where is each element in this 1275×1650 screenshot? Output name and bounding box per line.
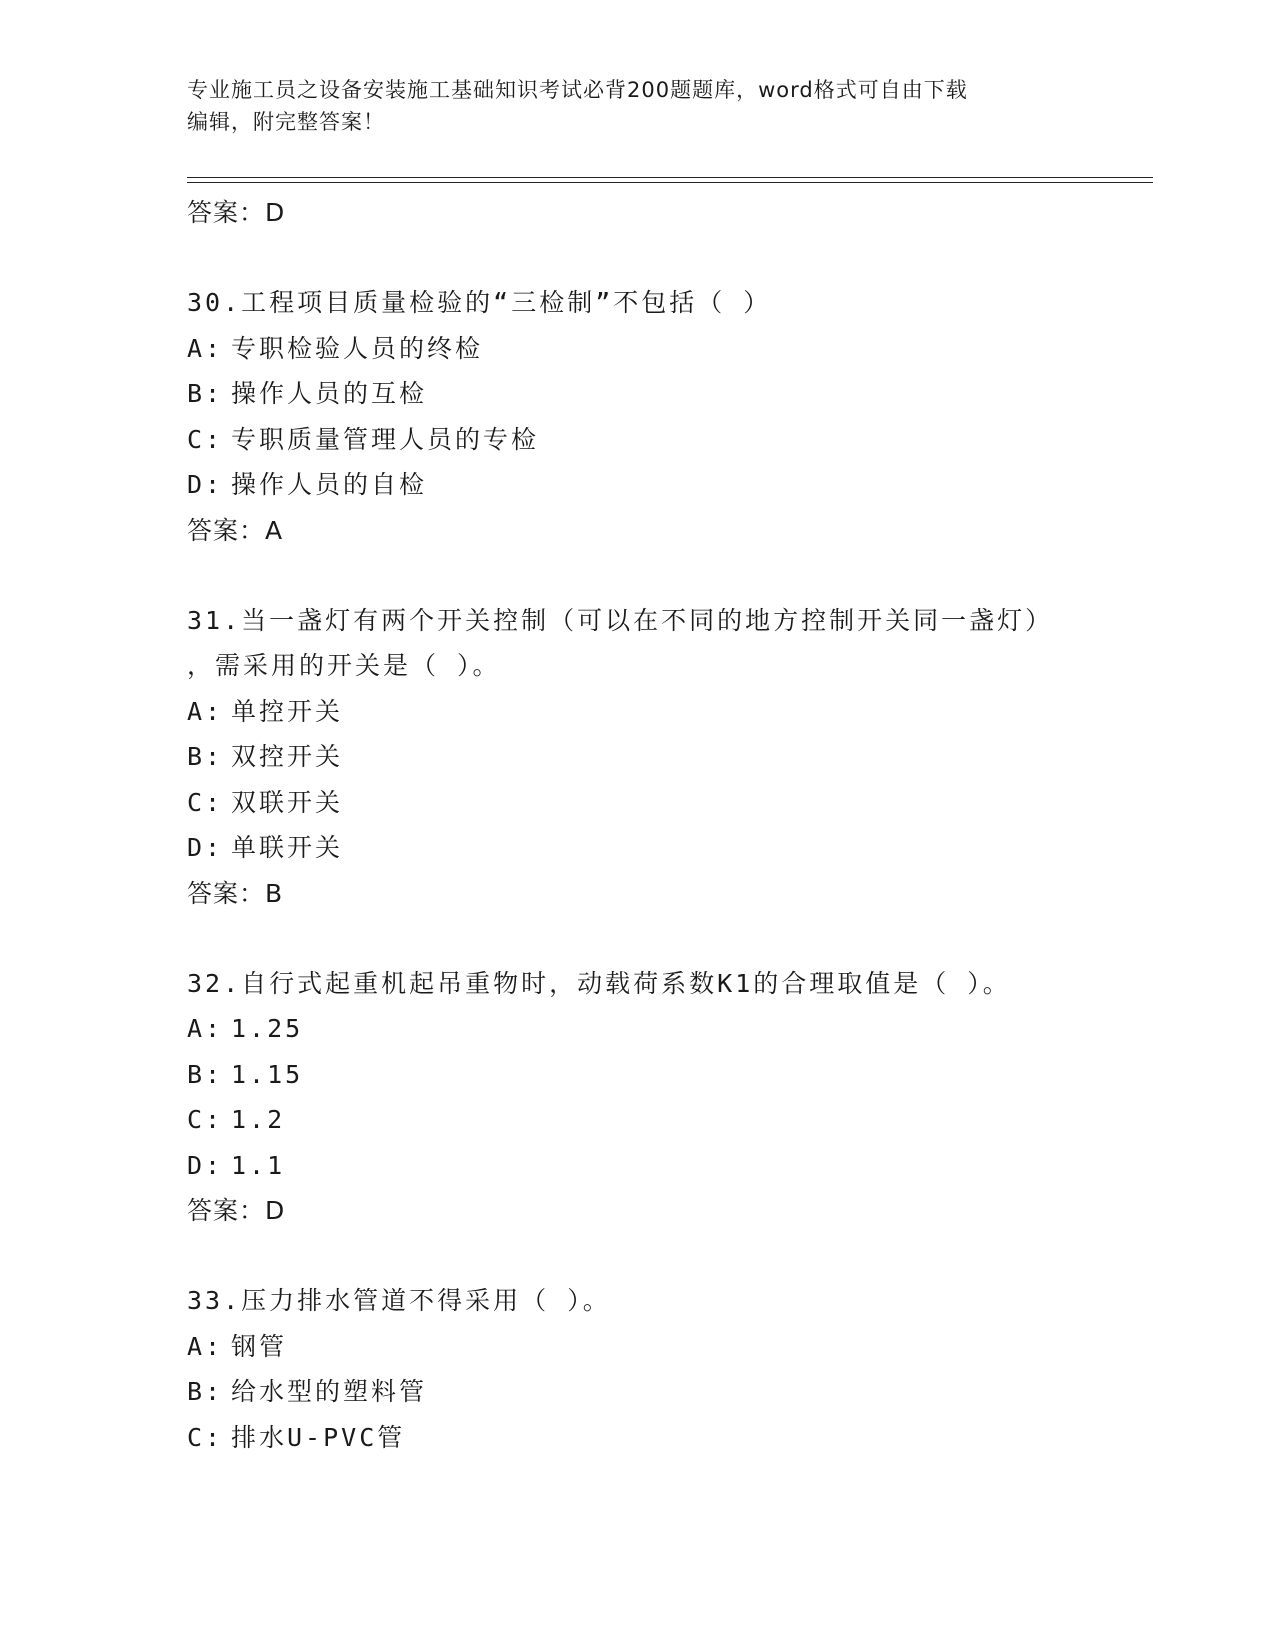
question-stem: 31.当一盏灯有两个开关控制（可以在不同的地方控制开关同一盏灯） xyxy=(187,605,1054,635)
option-text: 单控开关 xyxy=(231,696,344,726)
option-text: 单联开关 xyxy=(231,833,344,862)
option-text: 1.15 xyxy=(231,1059,304,1089)
option-text: 双联开关 xyxy=(231,787,344,817)
option-letter: C: xyxy=(187,787,224,817)
option-line xyxy=(187,371,1153,417)
option-letter: B: xyxy=(187,742,224,771)
page-header xyxy=(187,74,1067,138)
header-line-1: 专业施工员之设备安装施工基础知识考试必背200题题库，word格式可自由下载 xyxy=(187,78,968,102)
option-line xyxy=(187,326,1153,372)
option-letter: D: xyxy=(187,1150,224,1180)
option-letter: A: xyxy=(187,696,224,726)
option-line xyxy=(187,780,1153,826)
option-letter: A: xyxy=(187,1331,224,1361)
option-text: 专职检验人员的终检 xyxy=(231,333,484,363)
option-line xyxy=(187,1052,1153,1098)
option-line xyxy=(187,417,1153,463)
option-text: 1.25 xyxy=(231,1014,304,1043)
option-letter: A: xyxy=(187,1014,224,1043)
option-line xyxy=(187,1097,1153,1143)
option-line xyxy=(187,734,1153,780)
option-line xyxy=(187,825,1153,871)
option-letter: B: xyxy=(187,1059,224,1089)
question-list xyxy=(187,280,1153,1460)
header-rule-top xyxy=(187,177,1153,178)
answer-line: 答案：D xyxy=(187,198,286,227)
header-line-2: 编辑，附完整答案！ xyxy=(187,110,385,134)
option-line xyxy=(187,462,1153,508)
option-letter: D: xyxy=(187,470,224,499)
question-block xyxy=(187,280,1153,553)
option-line xyxy=(187,1415,1153,1461)
question-block xyxy=(187,598,1153,916)
option-letter: C: xyxy=(187,424,224,454)
option-line xyxy=(187,1143,1153,1189)
answer-line: 答案：B xyxy=(187,878,284,908)
option-line xyxy=(187,689,1153,735)
option-text: 专职质量管理人员的专检 xyxy=(231,424,540,454)
header-rule-bottom xyxy=(187,182,1153,183)
option-text: 给水型的塑料管 xyxy=(231,1377,428,1406)
question-block xyxy=(187,1278,1153,1460)
question-block xyxy=(187,961,1153,1234)
option-text: 1.2 xyxy=(231,1105,286,1134)
option-letter: B: xyxy=(187,1377,224,1406)
question-stem: ，需采用的开关是（ ）。 xyxy=(187,651,501,680)
option-line xyxy=(187,1006,1153,1052)
question-stem: 33.压力排水管道不得采用（ ）。 xyxy=(187,1286,611,1315)
option-text: 排水U-PVC管 xyxy=(231,1422,406,1452)
option-letter: C: xyxy=(187,1105,224,1134)
option-text: 操作人员的自检 xyxy=(231,470,428,499)
option-text: 操作人员的互检 xyxy=(231,379,428,408)
option-text: 钢管 xyxy=(231,1331,288,1361)
question-stem: 32.自行式起重机起吊重物时，动载荷系数K1的合理取值是（ ）。 xyxy=(187,968,1011,998)
option-text: 双控开关 xyxy=(231,742,344,771)
option-text: 1.1 xyxy=(231,1150,286,1180)
option-letter: C: xyxy=(187,1422,224,1452)
document-body xyxy=(187,190,1153,1460)
option-letter: D: xyxy=(187,833,224,862)
option-line xyxy=(187,1324,1153,1370)
answer-line: 答案：D xyxy=(187,1196,286,1225)
option-letter: A: xyxy=(187,333,224,363)
option-letter: B: xyxy=(187,379,224,408)
answer-line: 答案：A xyxy=(187,515,284,545)
question-stem: 30.工程项目质量检验的“三检制”不包括（ ） xyxy=(187,288,772,317)
option-line xyxy=(187,1369,1153,1415)
